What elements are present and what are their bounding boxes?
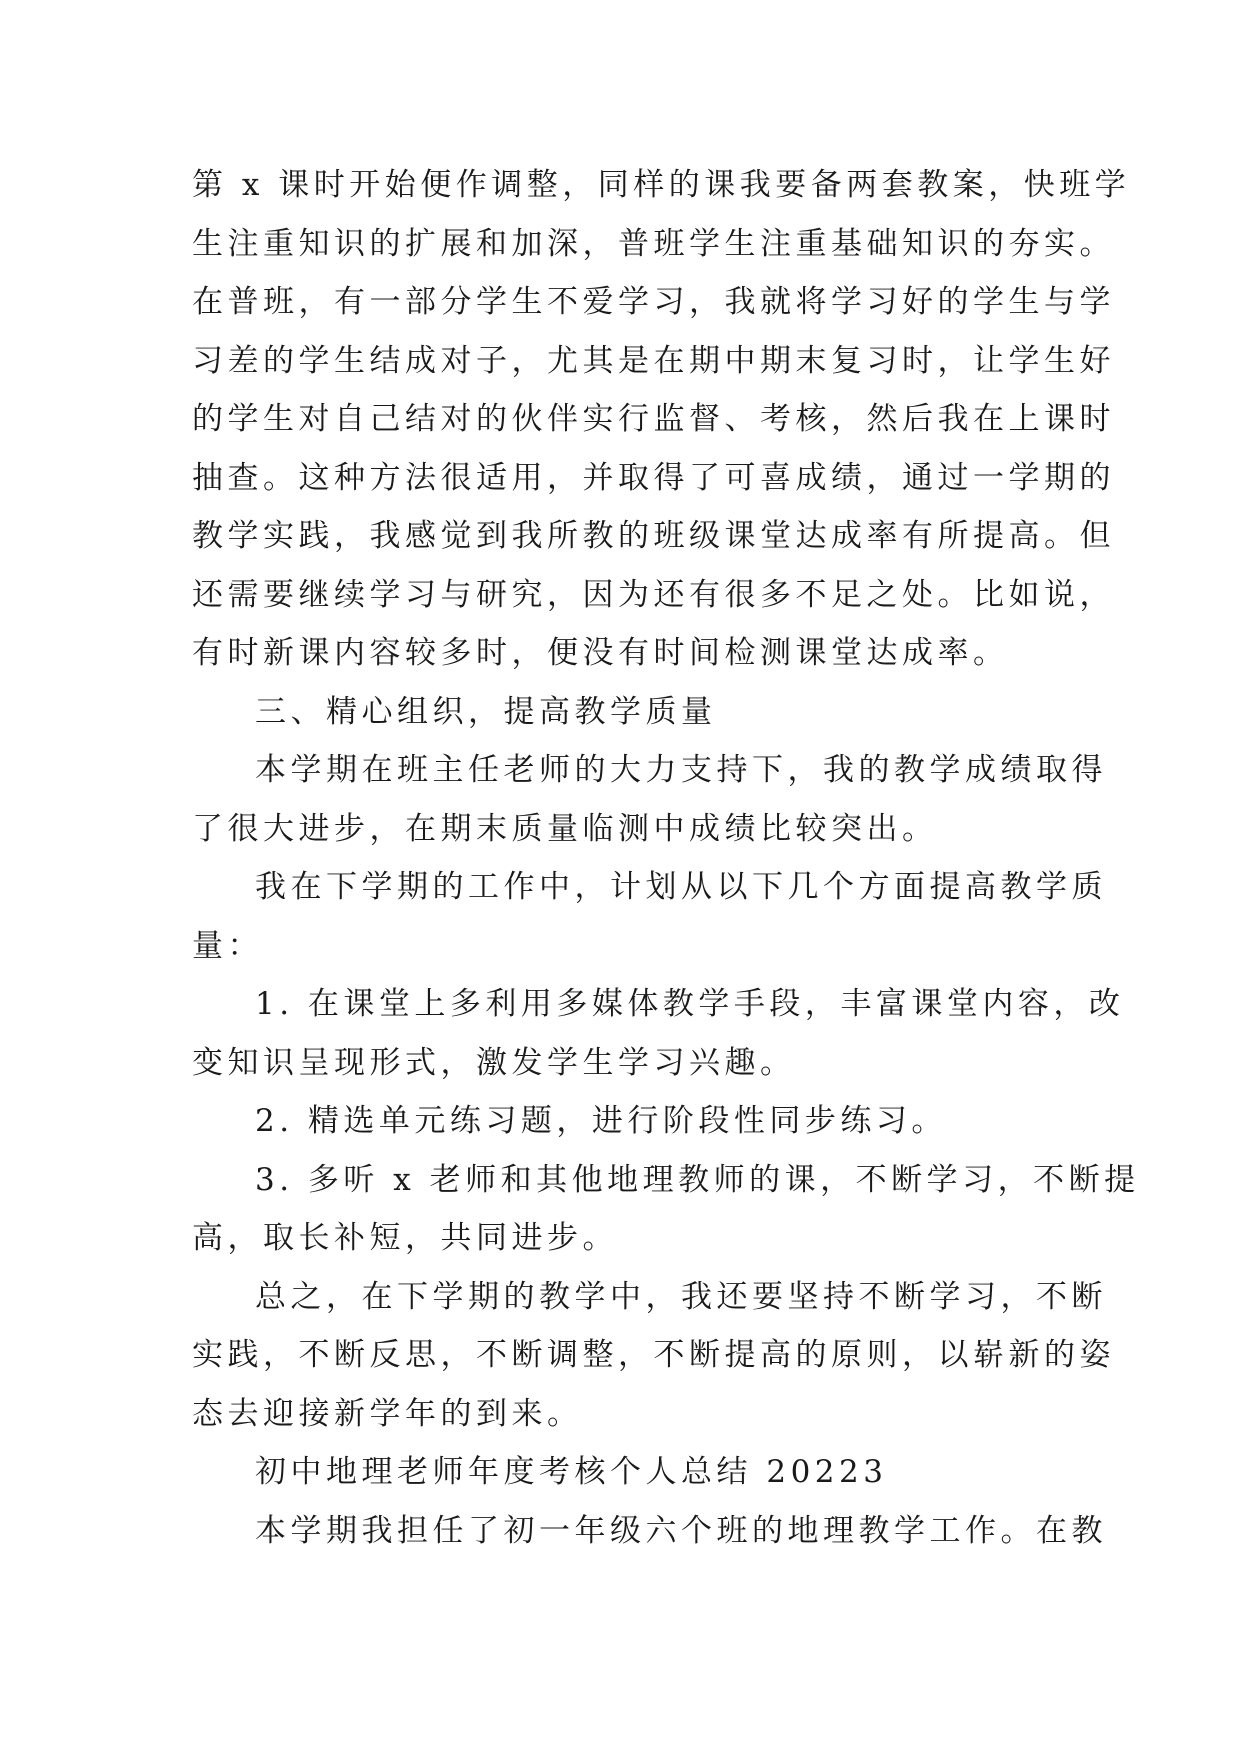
text-line: 了很大进步，在期末质量临测中成绩比较突出。 [192,810,938,847]
text-line: 本学期在班主任老师的大力支持下，我的教学成绩取得 [255,752,1107,788]
text-line: 还需要继续学习与研究，因为还有很多不足之处。比如说， [192,576,1115,613]
text-line: 教学实践，我感觉到我所教的班级课堂达成率有所提高。但 [192,518,1115,554]
text-line: 本学期我担任了初一年级六个班的地理教学工作。在教 [255,1512,1107,1549]
text-line: 习差的学生结成对子，尤其是在期中期末复习时，让学生好 [192,342,1115,379]
text-line: 变知识呈现形式，激发学生学习兴趣。 [192,1044,796,1081]
text-line: 抽查。这种方法很适用，并取得了可喜成绩，通过一学期的 [192,459,1115,496]
document-title: 初中地理老师年度考核个人总结 20223 [255,1454,888,1490]
list-item: 1. 在课堂上多利用多媒体教学手段，丰富课堂内容，改 [255,986,1125,1022]
text-line: 有时新课内容较多时，便没有时间检测课堂达成率。 [192,635,1009,671]
text-line: 总之，在下学期的教学中，我还要坚持不断学习，不断 [255,1278,1107,1315]
text-line: 我在下学期的工作中，计划从以下几个方面提高教学质 [255,869,1107,905]
section-heading: 三、精心组织，提高教学质量 [255,693,717,730]
text-line: 在普班，有一部分学生不爱学习，我就将学习好的学生与学 [192,284,1115,320]
text-line: 态去迎接新学年的到来。 [192,1395,583,1432]
document-body [192,156,1140,1560]
list-item: 2. 精选单元练习题，进行阶段性同步练习。 [255,1103,947,1139]
text-line: 高，取长补短，共同进步。 [192,1220,618,1256]
text-line: 实践，不断反思，不断调整，不断提高的原则，以崭新的姿 [192,1337,1115,1373]
text-line: 生注重知识的扩展和加深，普班学生注重基础知识的夯实。 [192,225,1115,262]
text-line: 量： [192,927,263,964]
text-line: 第 x 课时开始便作调整，同样的课我要备两套教案，快班学 [192,167,1131,203]
list-item: 3. 多听 x 老师和其他地理教师的课，不断学习，不断提 [255,1161,1140,1198]
text-line: 的学生对自己结对的伙伴实行监督、考核，然后我在上课时 [192,401,1115,437]
